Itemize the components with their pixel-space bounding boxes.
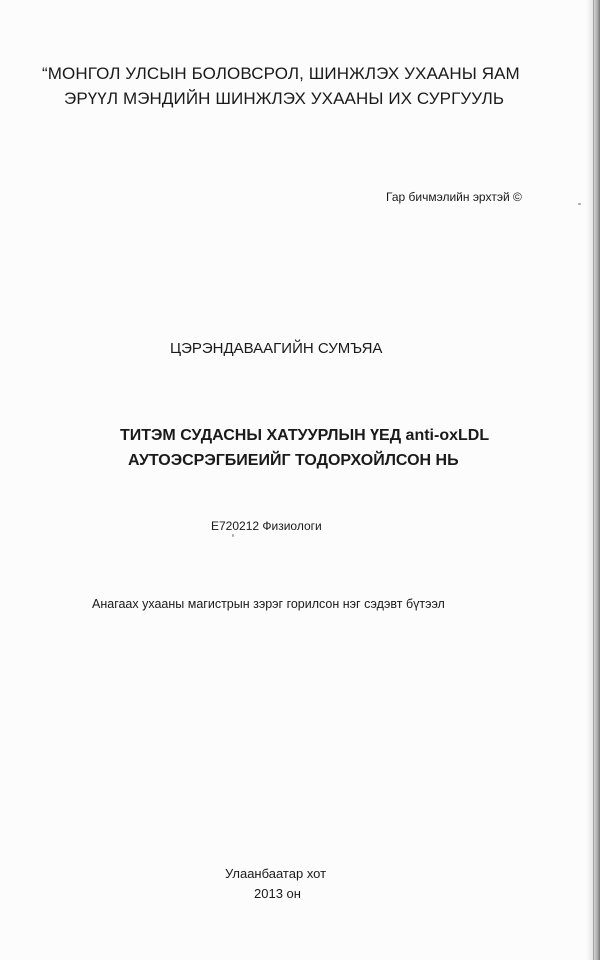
thesis-title-line-2: АУТОЭСРЭГБИЕИЙГ ТОДОРХОЙЛСОН НЬ	[128, 452, 459, 469]
author-name: ЦЭРЭНДАВААГИЙН СУМЪЯА	[170, 340, 383, 357]
scan-speck	[232, 534, 234, 537]
institution-line-2: ЭРҮҮЛ МЭНДИЙН ШИНЖЛЭХ УХААНЫ ИХ СУРГУУЛЬ	[64, 89, 505, 108]
thesis-title-line-1: ТИТЭМ СУДАСНЫ ХАТУУРЛЫН ҮЕД anti-oxLDL	[120, 427, 490, 444]
scan-speck	[578, 203, 581, 205]
page-edge-line	[593, 0, 594, 960]
specialty-code: E720212 Физиологи	[211, 519, 322, 533]
institution-line-1: “МОНГОЛ УЛСЫН БОЛОВСРОЛ, ШИНЖЛЭХ УХААНЫ ЯАМ	[42, 64, 520, 83]
place-of-publication: Улаанбаатар хот	[225, 866, 327, 881]
copyright-note: Гар бичмэлийн эрхтэй ©	[386, 190, 522, 204]
publication-year: 2013 он	[254, 886, 301, 901]
degree-statement: Анагаах ухааны магистрын зэрэг горилсон нэг сэдэвт бүтээл	[92, 597, 445, 611]
